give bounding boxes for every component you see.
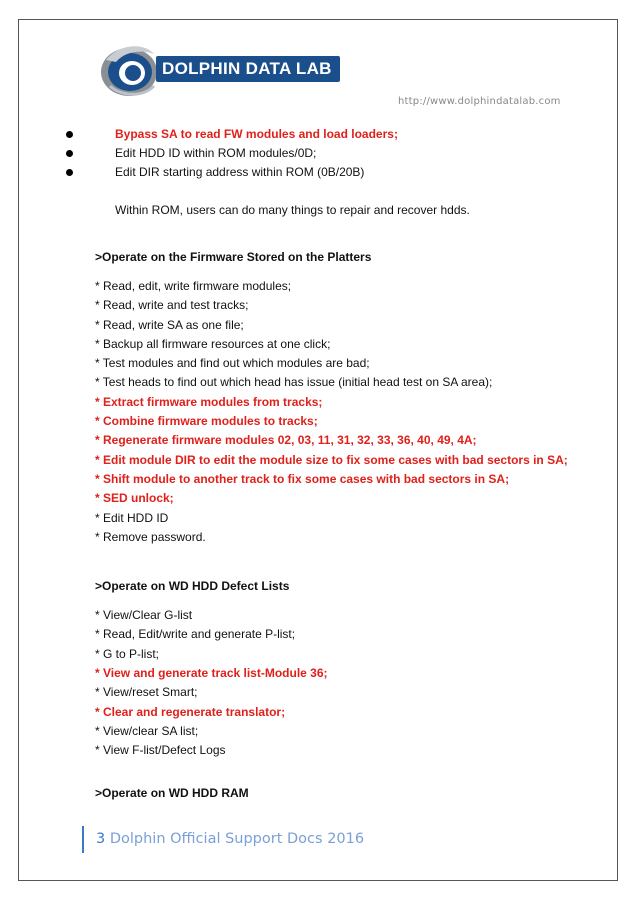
- list-item: * SED unlock;: [95, 491, 174, 506]
- document-content: [95, 125, 568, 801]
- list-item: * View/reset Smart;: [95, 685, 198, 700]
- website-url[interactable]: http://www.dolphindatalab.com: [398, 96, 561, 107]
- bullet-dot-icon: [66, 131, 73, 138]
- defect-list: [95, 606, 565, 760]
- list-item: * View and generate track list-Module 36;: [95, 666, 328, 681]
- footer-text: Dolphin Official Support Docs 2016: [109, 831, 365, 847]
- list-item: * View/Clear G-list: [95, 608, 193, 623]
- dolphin-data-lab-logo: [96, 40, 336, 100]
- list-item: * Combine firmware modules to tracks;: [95, 414, 318, 429]
- list-item: * Test modules and find out which modules are bad;: [95, 356, 370, 371]
- list-item: * View/clear SA list;: [95, 723, 199, 738]
- list-item: * Clear and regenerate translator;: [95, 704, 286, 719]
- list-item: * Edit HDD ID: [95, 510, 169, 525]
- bullet-item: Edit DIR starting address within ROM (0B/20B): [95, 163, 565, 182]
- feature-bullet-list: [95, 125, 565, 182]
- list-item: * Read, edit, write firmware modules;: [95, 279, 292, 293]
- section-heading-ram: >Operate on WD HDD RAM: [95, 785, 249, 800]
- logo-wordmark: DOLPHIN DATA LAB: [156, 56, 340, 82]
- list-item: * Shift module to another track to fix some cases with bad sectors in SA;: [95, 471, 510, 486]
- list-item: * G to P-list;: [95, 646, 160, 661]
- rom-note: Within ROM, users can do many things to repair and recover hdds.: [115, 203, 470, 217]
- bullet-item: Edit HDD ID within ROM modules/0D;: [95, 144, 565, 163]
- bullet-dot-icon: [66, 150, 73, 157]
- list-item: * Regenerate firmware modules 02, 03, 11, 31, 32, 33, 36, 40, 49, 4A;: [95, 433, 477, 448]
- firmware-list: [95, 277, 568, 547]
- list-item: * View F-list/Defect Logs: [95, 743, 226, 758]
- list-item: * Read, Edit/write and generate P-list;: [95, 627, 296, 642]
- bullet-item: Bypass SA to read FW modules and load loaders;: [95, 125, 565, 144]
- page-footer: [82, 826, 364, 853]
- section-heading-defect-lists: >Operate on WD HDD Defect Lists: [95, 579, 290, 594]
- list-item: * Remove password.: [95, 529, 206, 544]
- list-item: * Test heads to find out which head has issue (initial head test on SA area);: [95, 375, 493, 390]
- list-item: * Read, write and test tracks;: [95, 298, 249, 313]
- list-item: * Read, write SA as one file;: [95, 317, 244, 332]
- list-item: * Extract firmware modules from tracks;: [95, 394, 323, 409]
- section-heading-firmware: >Operate on the Firmware Stored on the Platters: [95, 250, 372, 264]
- bullet-dot-icon: [66, 169, 73, 176]
- list-item: * Backup all firmware resources at one click;: [95, 336, 331, 351]
- page-number: 3: [96, 831, 106, 847]
- list-item: * Edit module DIR to edit the module size to fix some cases with bad sectors in SA;: [95, 452, 568, 467]
